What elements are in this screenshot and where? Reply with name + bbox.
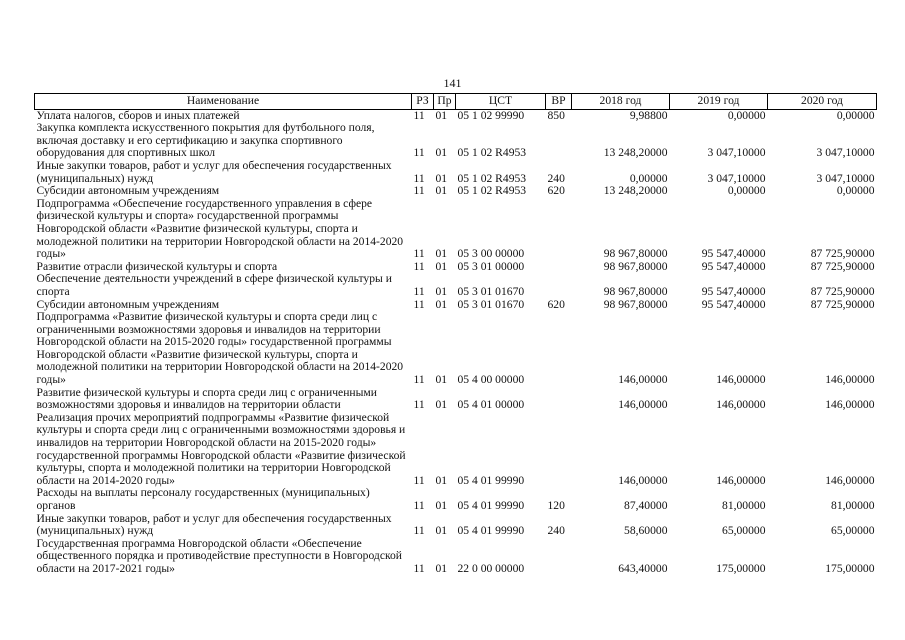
cell-2018: 98 967,80000: [603, 247, 668, 261]
cell-name: Расходы на выплаты персоналу государственных (муниципальных) органов: [36, 486, 370, 512]
cell-name: Обеспечение деятельности учреждений в сфере физической культуры и спорта: [36, 272, 392, 298]
cell-cst: 05 1 02 R4953: [457, 171, 527, 185]
cell-name: Субсидии автономным учреждениям: [36, 297, 220, 311]
table-header-row: [35, 94, 877, 110]
cell-vr: 620: [547, 184, 565, 198]
cell-cst: 05 3 00 00000: [457, 247, 525, 261]
cell-rz: 11: [413, 499, 425, 512]
cell-2019: 175,00000: [716, 561, 766, 575]
cell-2020: 87 725,90000: [810, 259, 875, 273]
cell-vr: [546, 311, 572, 387]
col-header-2018: 2018 год: [572, 94, 670, 110]
cell-2018: 98 967,80000: [603, 297, 668, 311]
cell-2019: 146,00000: [716, 373, 766, 387]
cell-name: Субсидии автономным учреждениям: [36, 184, 220, 198]
cell-pr: 01: [435, 171, 448, 185]
cell-rz: 11: [413, 171, 425, 185]
cell-vr: [546, 261, 572, 274]
cell-2020: 175,00000: [825, 561, 875, 575]
cell-pr: 01: [435, 499, 448, 512]
cell-2020: 0,00000: [836, 184, 875, 198]
cell-cst: 05 3 01 01670: [457, 284, 525, 298]
cell-cst: 05 4 00 00000: [457, 373, 525, 387]
col-header-vr: ВР: [546, 94, 572, 110]
budget-table: [34, 93, 877, 576]
col-header-pr: Пр: [434, 94, 456, 110]
cell-name: Уплата налогов, сборов и иных платежей: [36, 108, 240, 122]
col-header-name: Наименование: [35, 94, 412, 110]
table-row: [35, 198, 877, 261]
cell-2019: 95 547,40000: [701, 284, 766, 298]
cell-2019: 95 547,40000: [701, 259, 766, 273]
table-row: [35, 538, 877, 576]
cell-name: Подпрограмма «Обеспечение государственного управления в сфере физической культуры и спорта» государственной программы Новгородской области «Развитие физической культуры, спорта и молодежной политики на территории Новгородской области на 2014-2020 годы»: [36, 196, 404, 261]
cell-name: Реализация прочих мероприятий подпрограммы «Развитие физической культуры и спорта среди лиц с ограниченными возможностями здоровья и инвалидов на территории Новгородской области на 2015-2020 годы» государственной программы Новгородской области «Развитие физической культуры, спорта и молодежной политики на территории Новгородской области на 2014-2020 годы»: [36, 410, 406, 487]
cell-pr: 01: [435, 184, 448, 198]
cell-2020: 87 725,90000: [810, 284, 875, 298]
cell-2018: 146,00000: [618, 398, 668, 412]
cell-pr: 01: [435, 473, 448, 487]
cell-name: Иные закупки товаров, работ и услуг для обеспечения государственных (муниципальных) нужд: [36, 511, 392, 538]
cell-2020: 0,00000: [836, 108, 875, 122]
table-row: [35, 387, 877, 412]
cell-2019: 3 047,10000: [707, 171, 766, 185]
cell-2019: 3 047,10000: [707, 146, 766, 160]
cell-cst: 22 0 00 00000: [457, 561, 525, 575]
col-header-rz: РЗ: [412, 94, 434, 110]
col-header-2019: 2019 год: [670, 94, 768, 110]
cell-2019: 95 547,40000: [701, 247, 766, 261]
cell-2018: 146,00000: [618, 473, 668, 487]
cell-cst: 05 4 01 99990: [457, 473, 525, 487]
cell-2020: 146,00000: [825, 398, 875, 412]
cell-cst: 05 4 01 00000: [457, 398, 525, 412]
table-row: [35, 513, 877, 538]
cell-rz: 11: [413, 297, 425, 311]
cell-2020: 87 725,90000: [810, 297, 875, 311]
cell-rz: 11: [413, 247, 425, 261]
cell-2020: 87 725,90000: [810, 247, 875, 261]
cell-name: Иные закупки товаров, работ и услуг для обеспечения государственных (муниципальных) нужд: [36, 158, 392, 185]
cell-pr: 01: [435, 259, 448, 273]
cell-2019: 65,00000: [722, 524, 766, 538]
cell-2018: 98 967,80000: [603, 259, 668, 273]
cell-2018: 58,60000: [624, 524, 668, 538]
cell-2019: 0,00000: [727, 184, 766, 198]
cell-name: Развитие отрасли физической культуры и спорта: [36, 259, 278, 273]
cell-vr: 240: [547, 171, 565, 185]
cell-2020: 146,00000: [825, 373, 875, 387]
cell-2020: 81,00000: [831, 499, 875, 512]
page-number: 141: [443, 76, 462, 90]
cell-2020: 65,00000: [831, 524, 875, 538]
cell-2018: 643,40000: [618, 561, 668, 575]
cell-2020: 146,00000: [825, 473, 875, 487]
cell-cst: 05 1 02 R4953: [457, 184, 527, 198]
cell-rz: 11: [413, 146, 425, 160]
cell-2018: 98 967,80000: [603, 284, 668, 298]
table-row: [35, 311, 877, 387]
cell-rz: 11: [413, 561, 425, 575]
cell-name: Государственная программа Новгородской области «Обеспечение общественного порядка и противодействие преступности в Новгородской области на 2017-2021 годы»: [36, 536, 403, 575]
cell-vr: [546, 412, 572, 488]
cell-2018: 13 248,20000: [603, 184, 668, 198]
table-row: [35, 185, 877, 198]
cell-rz: 11: [413, 398, 425, 412]
cell-cst: 05 4 01 99990: [457, 524, 525, 538]
cell-cst: 05 3 01 01670: [457, 297, 525, 311]
cell-name: Подпрограмма «Развитие физической культуры и спорта среди лиц с ограниченными возможностями здоровья и инвалидов на территории Новгородской области на 2015-2020 годы» государственной программы Новгородской области «Развитие физической культуры, спорта и молодежной политики на территории Новгородской области на 2014-2020 годы»: [36, 310, 404, 387]
cell-2019: 95 547,40000: [701, 297, 766, 311]
col-header-cst: ЦСТ: [456, 94, 546, 110]
cell-rz: 11: [413, 524, 425, 538]
cell-cst: 05 1 02 99990: [457, 108, 525, 122]
cell-vr: 620: [547, 297, 565, 311]
cell-cst: 05 4 01 99990: [457, 499, 525, 512]
cell-pr: 01: [435, 247, 448, 261]
cell-2019: 146,00000: [716, 473, 766, 487]
cell-rz: 11: [413, 259, 425, 273]
table-row: [35, 122, 877, 160]
cell-2020: 3 047,10000: [816, 171, 875, 185]
cell-pr: 01: [435, 108, 448, 122]
table-row: [35, 412, 877, 488]
cell-pr: 01: [435, 146, 448, 160]
cell-2020: 3 047,10000: [816, 146, 875, 160]
cell-2018: 87,40000: [624, 499, 668, 512]
cell-vr: 240: [547, 524, 565, 538]
table-row: [35, 273, 877, 298]
cell-rz: 11: [413, 108, 425, 122]
cell-rz: 11: [413, 473, 425, 487]
cell-vr: [546, 538, 572, 576]
cell-vr: [546, 273, 572, 298]
cell-name: Закупка комплекта искусственного покрытия для футбольного поля, включая доставку и его сертификацию и закупка спортивного оборудования для спортивных школ: [36, 121, 375, 160]
cell-rz: 11: [413, 284, 425, 298]
cell-pr: 01: [435, 398, 448, 412]
cell-2019: 81,00000: [722, 499, 766, 512]
col-header-2020: 2020 год: [768, 94, 877, 110]
cell-cst: 05 3 01 00000: [457, 259, 525, 273]
cell-rz: 11: [413, 373, 425, 387]
cell-2018: 146,00000: [618, 373, 668, 387]
cell-vr: 850: [547, 108, 565, 122]
cell-pr: 01: [435, 297, 448, 311]
table-row: [35, 487, 877, 512]
cell-2018: 13 248,20000: [603, 146, 668, 160]
cell-vr: [546, 387, 572, 412]
table-body: [35, 109, 877, 575]
cell-pr: 01: [435, 284, 448, 298]
cell-vr: 120: [547, 499, 565, 512]
cell-2019: 146,00000: [716, 398, 766, 412]
cell-rz: 11: [413, 184, 425, 198]
cell-2019: 0,00000: [727, 108, 766, 122]
cell-cst: 05 1 02 R4953: [457, 146, 527, 160]
cell-vr: [546, 122, 572, 160]
scan-artifact: [560, 628, 640, 634]
cell-name: Развитие физической культуры и спорта среди лиц с ограниченными возможностями здоровья и инвалидов на территории области: [36, 385, 377, 412]
cell-2018: 9,98800: [629, 108, 668, 122]
table-row: [35, 160, 877, 185]
cell-pr: 01: [435, 561, 448, 575]
cell-pr: 01: [435, 524, 448, 538]
cell-pr: 01: [435, 373, 448, 387]
cell-vr: [546, 198, 572, 261]
cell-2018: 0,00000: [629, 171, 668, 185]
